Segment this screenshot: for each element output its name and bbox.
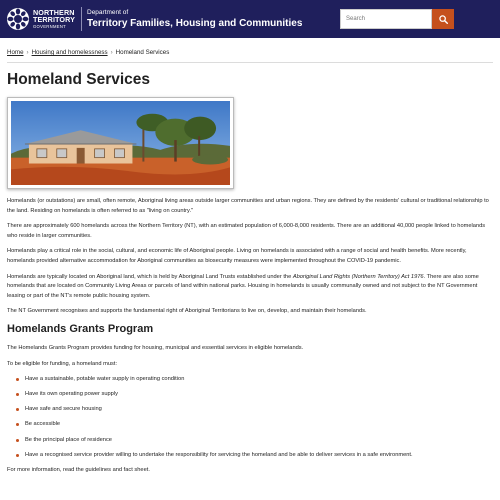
department-name[interactable] — [87, 9, 302, 29]
search-icon — [439, 15, 448, 24]
breadcrumb-separator-icon: › — [110, 49, 113, 56]
list-item: Have a sustainable, potable water supply in operating condition — [16, 375, 493, 385]
eligibility-list — [16, 375, 493, 460]
search-button[interactable] — [432, 9, 454, 29]
breadcrumb — [7, 49, 169, 56]
land-paragraph — [7, 273, 493, 302]
breadcrumb-current: Homeland Services — [115, 49, 170, 56]
house-illustration — [11, 101, 230, 185]
recognition-paragraph: The NT Government recognises and supports the fundamental right of Aboriginal Territorians to live on, develop, and maintain their homelands. — [7, 308, 367, 315]
intro-paragraph: Homelands (or outstations) are small, often remote, Aboriginal living areas outside larger communities and urban regions. They are defined by the residents' cultural or traditional relationship to the land. Residing on homelands is often referred to as "living on country." — [7, 198, 489, 214]
population-paragraph: There are approximately 600 homelands across the Northern Territory (NT), with an estimated population of 6,000-8,000 residents. There are an additional 40,000 people linked to homelands who reside in larger communities. — [7, 223, 486, 239]
breadcrumb-home-link[interactable]: Home — [7, 49, 24, 56]
eligibility-lead: To be eligible for funding, a homeland must: — [7, 360, 118, 367]
breadcrumb-housing-link[interactable]: Housing and homelessness — [31, 49, 108, 56]
breadcrumb-divider — [7, 62, 493, 63]
logo-wordmark — [33, 9, 75, 29]
search-input[interactable]: Search — [340, 9, 432, 29]
breadcrumb-separator-icon: › — [26, 49, 29, 56]
nt-logo-emblem-icon — [6, 7, 30, 31]
land-paragraph-lead: Homelands are typically located on Aboriginal land, which is held by Aboriginal Land Trusts established under the — [7, 273, 293, 280]
site-header — [0, 0, 500, 38]
list-item: Have safe and secure housing — [16, 405, 493, 415]
list-item: Have its own operating power supply — [16, 390, 493, 400]
list-item: Be accessible — [16, 420, 493, 430]
page-title: Homeland Services — [7, 71, 151, 88]
department-prefix: Department of — [87, 9, 129, 16]
role-paragraph: Homelands play a critical role in the social, cultural, and economic life of Aboriginal people. Living on homelands is associated with a range of social and health benefits. More recently, homelands provided alternative accommodation for Aboriginal communities as biosecurity measures were implemented throughout the COVID-19 pandemic. — [7, 248, 467, 264]
logo-line-1: NORTHERN — [33, 8, 75, 18]
land-rights-act-title: Aboriginal Land Rights (Northern Territory) Act 1976 — [292, 273, 424, 280]
homeland-house-photo — [7, 97, 234, 189]
logo-line-2: TERRITORY — [33, 15, 76, 25]
land-paragraph-rest: . There are also some homelands that are located on Community Living Areas or parcels of land within national parks. Housing in homelands is usually communally owned and not subject to the NT Government leasing or part of the NT's remote public housing system. — [7, 273, 479, 299]
grants-heading: Homelands Grants Program — [7, 322, 154, 335]
list-item: Have a recognised service provider willing to undertake the responsibility for servicing the homeland and be able to deliver services in a safe environment. — [16, 451, 493, 461]
more-info-text: For more information, read the guidelines and fact sheet. — [7, 467, 150, 474]
logo-line-3: GOVERNMENT — [33, 23, 67, 29]
list-item: Be the principal place of residence — [16, 436, 493, 446]
department-title: Territory Families, Housing and Communities — [87, 18, 303, 29]
grants-intro: The Homelands Grants Program provides funding for housing, municipal and essential services in eligible homelands. — [7, 344, 304, 351]
header-divider — [81, 7, 82, 31]
main-content — [7, 197, 493, 482]
nt-government-logo[interactable] — [6, 6, 76, 32]
